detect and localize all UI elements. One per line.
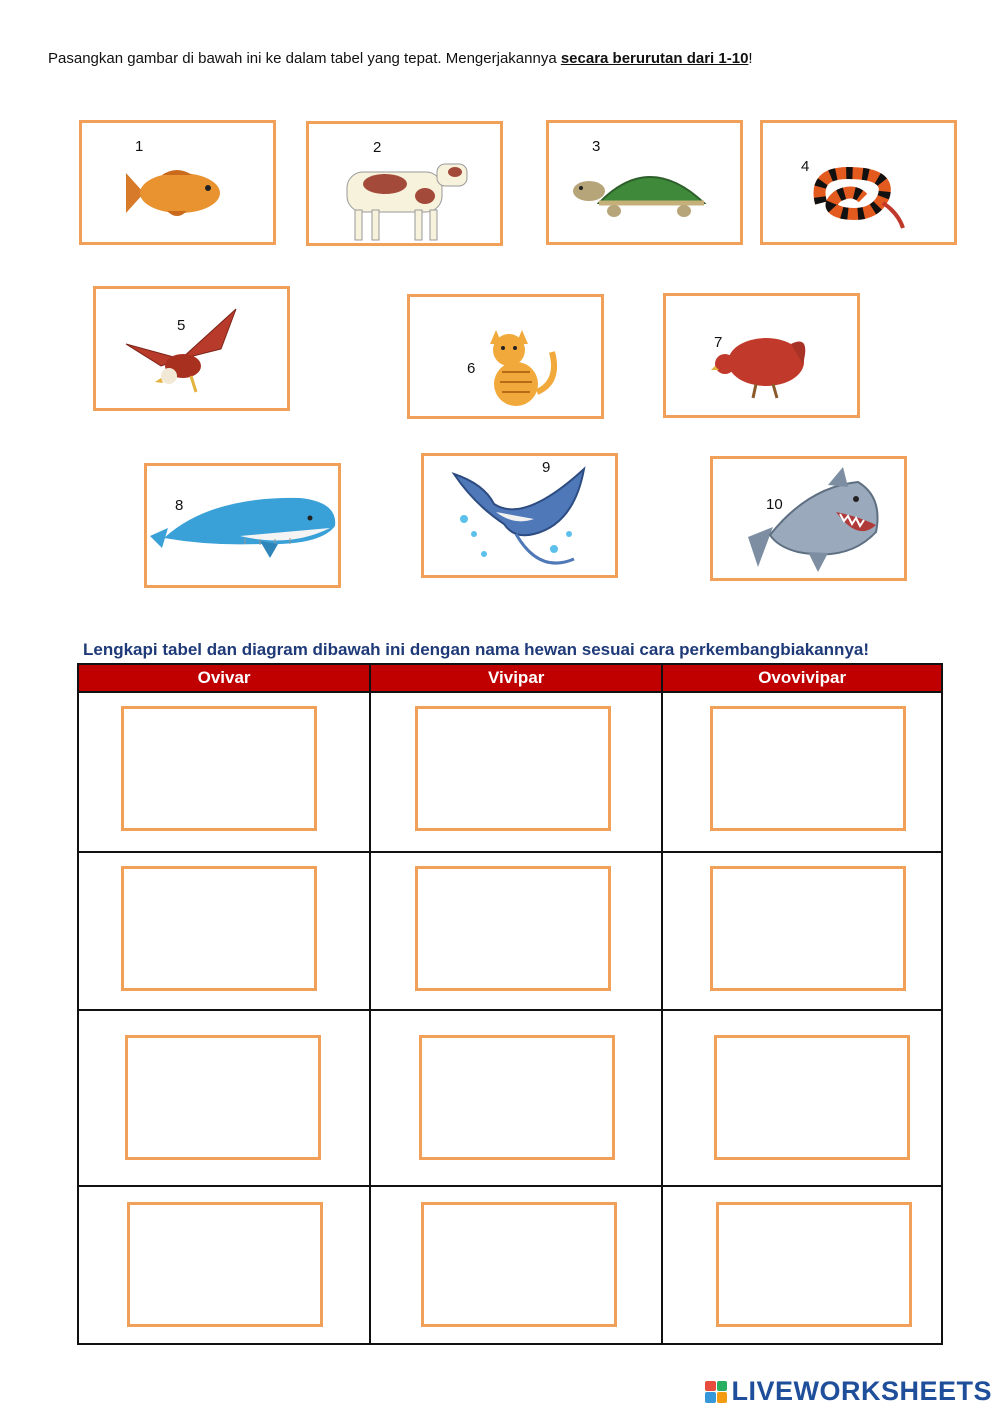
card-number: 1 (135, 138, 144, 155)
table-title: Lengkapi tabel dan diagram dibawah ini dengan nama hewan sesuai cara perkembangbiakannya! (83, 640, 870, 659)
chicken-icon (711, 324, 811, 404)
table-cell (370, 692, 662, 852)
card-number: 6 (467, 360, 476, 377)
drop-slot[interactable] (419, 1035, 615, 1160)
card-number: 5 (177, 317, 186, 334)
table-cell (78, 1010, 370, 1186)
column-header-ovovivipar: Ovovivipar (662, 664, 942, 692)
liveworksheets-logo (705, 1376, 992, 1407)
table-cell (370, 852, 662, 1010)
drop-slot[interactable] (121, 866, 317, 991)
table-cell (662, 1010, 942, 1186)
table-cell (370, 1010, 662, 1186)
table-cell (370, 1186, 662, 1344)
drop-slot[interactable] (127, 1202, 323, 1327)
table-cell (78, 1186, 370, 1344)
instruction-text: Pasangkan gambar di bawah ini ke dalam tabel yang tepat. Mengerjakannya secara berurutan dari 1-10! (48, 50, 753, 67)
animal-card-3[interactable] (546, 120, 743, 245)
table-cell (662, 852, 942, 1010)
animal-card-8[interactable] (144, 463, 341, 588)
animal-card-10[interactable] (710, 456, 907, 581)
drop-slot[interactable] (710, 866, 906, 991)
animal-card-6[interactable] (407, 294, 604, 419)
column-header-vivipar: Vivipar (370, 664, 662, 692)
drop-slot[interactable] (710, 706, 906, 831)
animal-card-9[interactable] (421, 453, 618, 578)
animal-card-2[interactable] (306, 121, 503, 246)
turtle-icon (569, 161, 719, 221)
drop-slot[interactable] (121, 706, 317, 831)
table-cell (78, 692, 370, 852)
card-number: 4 (801, 158, 810, 175)
card-number: 8 (175, 497, 184, 514)
drop-slot[interactable] (415, 866, 611, 991)
animal-card-5[interactable] (93, 286, 290, 411)
card-number: 7 (714, 334, 723, 351)
column-header-ovivar: Ovivar (78, 664, 370, 692)
cat-icon (482, 322, 562, 410)
liveworksheets-mark-icon (705, 1381, 727, 1403)
drop-slot[interactable] (415, 706, 611, 831)
card-number: 10 (766, 496, 783, 513)
liveworksheets-wordmark: LIVEWORKSHEETS (731, 1376, 992, 1406)
card-number: 9 (542, 459, 551, 476)
drop-slot[interactable] (714, 1035, 910, 1160)
drop-slot[interactable] (125, 1035, 321, 1160)
shark-icon (748, 467, 888, 577)
animal-card-4[interactable] (760, 120, 957, 245)
stingray-icon (444, 464, 604, 574)
instruction-emphasis: secara berurutan dari 1-10 (560, 50, 749, 67)
table-cell (662, 692, 942, 852)
card-number: 3 (592, 138, 601, 155)
eagle-icon (121, 304, 246, 399)
drop-slot[interactable] (716, 1202, 912, 1327)
classification-table (77, 663, 943, 1345)
drop-slot[interactable] (421, 1202, 617, 1327)
cow-icon (337, 154, 482, 244)
whale-icon (150, 486, 340, 561)
card-number: 2 (373, 139, 382, 156)
fish-icon (122, 163, 232, 223)
table-cell (78, 852, 370, 1010)
animal-card-1[interactable] (79, 120, 276, 245)
table-cell (662, 1186, 942, 1344)
animal-card-7[interactable] (663, 293, 860, 418)
snake-icon (803, 158, 913, 233)
